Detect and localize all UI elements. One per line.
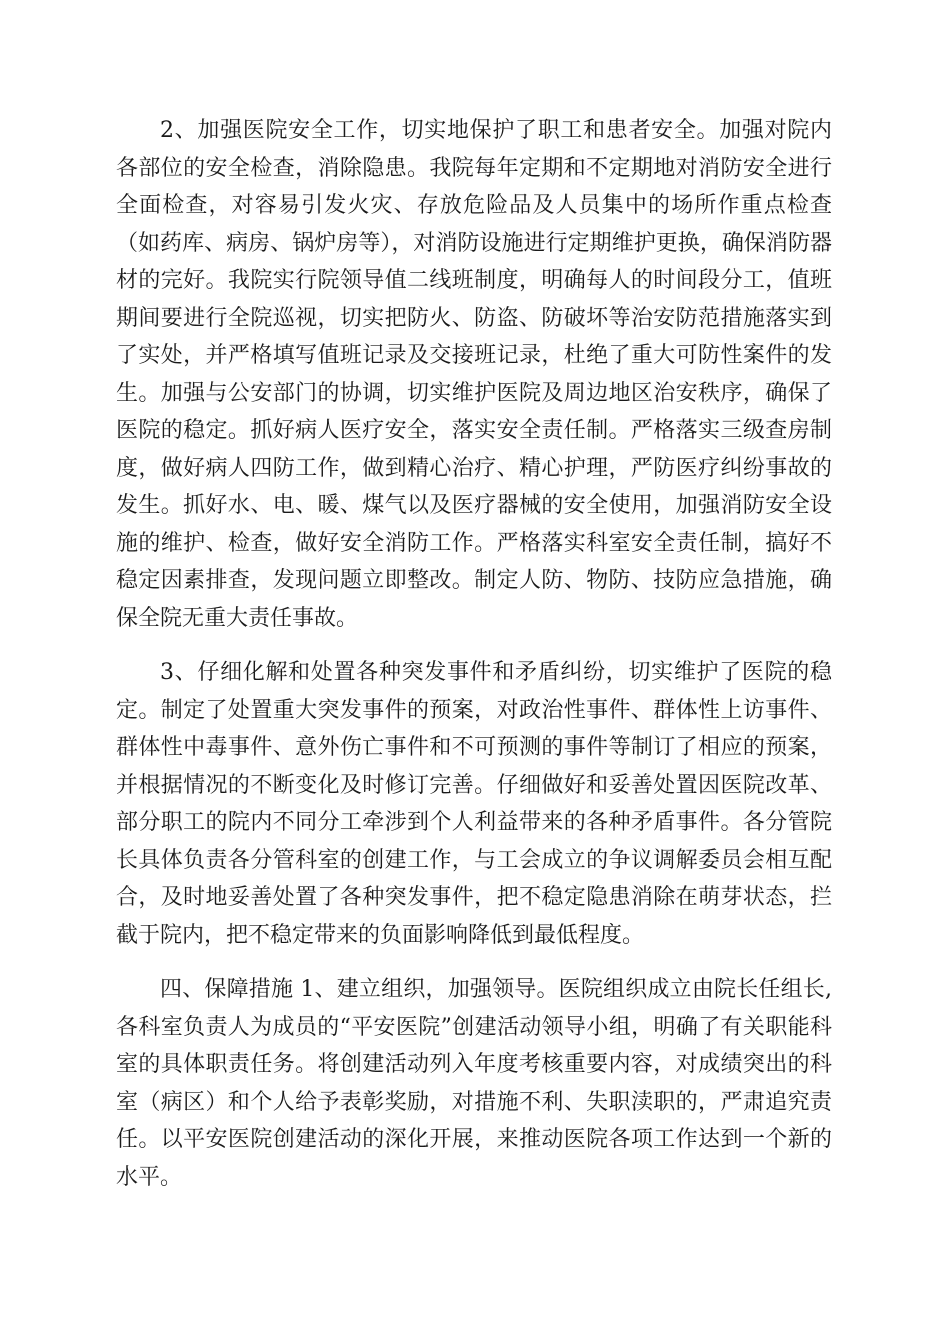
paragraph-safeguard-measures: 四、保障措施 1、建立组织，加强领导。医院组织成立由院长任组长,各科室负责人为成员的“平安医院”创建活动领导小组，明确了有关职能科室的具体职责任务。将创建活动列入年度考核重要内容，对成绩突出的科室（病区）和个人给予表彰奖励，对措施不利、失职渎职的，严肃追究责任。以平安医院创建活动的深化开展，来推动医院各项工作达到一个新的水平。 [116,977,832,1190]
document-body [116,112,832,1196]
paragraph-emergency-handling: 3、仔细化解和处置各种突发事件和矛盾纠纷，切实维护了医院的稳定。制定了处置重大突发事件的预案，对政治性事件、群体性上访事件、群体性中毒事件、意外伤亡事件和不可预测的事件等制订了相应的预案，并根据情况的不断变化及时修订完善。仔细做好和妥善处置因医院改革、部分职工的院内不同分工牵涉到个人利益带来的各种矛盾事件。各分管院长具体负责各分管科室的创建工作，与工会成立的争议调解委员会相互配合，及时地妥善处置了各种突发事件，把不稳定隐患消除在萌芽状态，拦截于院内，把不稳定带来的负面影响降低到最低程度。 [116,660,832,948]
paragraph-safety-work: 2、加强医院安全工作，切实地保护了职工和患者安全。加强对院内各部位的安全检查，消除隐患。我院每年定期和不定期地对消防安全进行全面检查，对容易引发火灾、存放危险品及人员集中的场所作重点检查（如药库、病房、锅炉房等），对消防设施进行定期维护更换，确保消防器材的完好。我院实行院领导值二线班制度，明确每人的时间段分工，值班期间要进行全院巡视，切实把防火、防盗、防破坏等治安防范措施落实到了实处，并严格填写值班记录及交接班记录，杜绝了重大可防性案件的发生。加强与公安部门的协调，切实维护医院及周边地区治安秩序，确保了医院的稳定。抓好病人医疗安全，落实安全责任制。严格落实三级查房制度，做好病人四防工作，做到精心治疗、精心护理，严防医疗纠纷事故的发生。抓好水、电、暖、煤气以及医疗器械的安全使用，加强消防安全设施的维护、检查，做好安全消防工作。严格落实科室安全责任制，搞好不稳定因素排查，发现问题立即整改。制定人防、物防、技防应急措施，确保全院无重大责任事故。 [116,118,832,631]
